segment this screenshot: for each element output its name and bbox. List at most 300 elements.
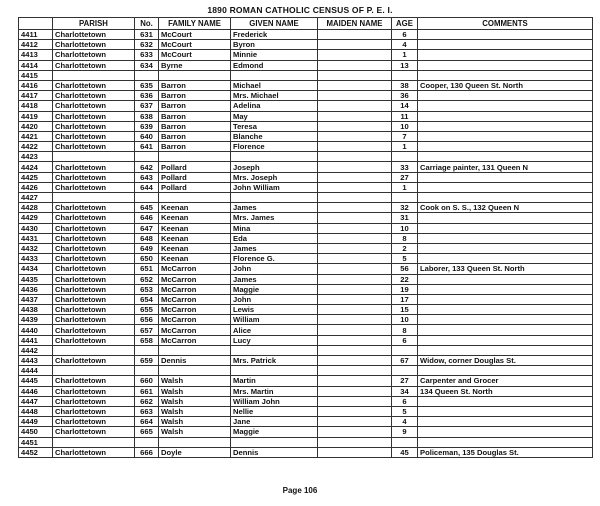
- parish-cell: Charlottetown: [53, 30, 135, 40]
- family-name-cell: McCarron: [159, 274, 231, 284]
- entry-number-cell: 4452: [19, 447, 53, 457]
- age-cell: 33: [392, 162, 418, 172]
- family-name-cell: McCourt: [159, 50, 231, 60]
- table-row: [19, 427, 593, 437]
- entry-number-cell: 4420: [19, 121, 53, 131]
- family-name-cell: Keenan: [159, 223, 231, 233]
- number-cell: 638: [135, 111, 159, 121]
- entry-number-cell: 4437: [19, 294, 53, 304]
- maiden-name-cell: [318, 305, 392, 315]
- family-name-cell: Walsh: [159, 406, 231, 416]
- maiden-name-cell: [318, 213, 392, 223]
- entry-number-cell: 4441: [19, 335, 53, 345]
- age-cell: 22: [392, 274, 418, 284]
- comments-cell: Widow, corner Douglas St.: [418, 356, 593, 366]
- given-name-cell: May: [231, 111, 318, 121]
- family-name-cell: Walsh: [159, 427, 231, 437]
- maiden-name-cell: [318, 447, 392, 457]
- family-name-cell: Keenan: [159, 233, 231, 243]
- table-row: [19, 233, 593, 243]
- entry-number-cell: 4427: [19, 193, 53, 203]
- maiden-name-cell: [318, 233, 392, 243]
- parish-cell: Charlottetown: [53, 142, 135, 152]
- table-row: [19, 80, 593, 90]
- maiden-name-cell: [318, 243, 392, 253]
- parish-cell: Charlottetown: [53, 203, 135, 213]
- comments-cell: [418, 111, 593, 121]
- family-name-cell: Keenan: [159, 203, 231, 213]
- number-cell: [135, 345, 159, 355]
- entry-number-cell: 4432: [19, 243, 53, 253]
- family-name-cell: Pollard: [159, 182, 231, 192]
- table-row: [19, 223, 593, 233]
- age-cell: 1: [392, 182, 418, 192]
- family-name-cell: McCarron: [159, 284, 231, 294]
- given-name-cell: Mrs. James: [231, 213, 318, 223]
- comments-cell: [418, 437, 593, 447]
- table-row: [19, 437, 593, 447]
- entry-number-cell: 4411: [19, 30, 53, 40]
- table-row: [19, 284, 593, 294]
- entry-number-header: [19, 18, 53, 30]
- maiden-name-cell: [318, 417, 392, 427]
- parish-cell: Charlottetown: [53, 294, 135, 304]
- number-cell: [135, 193, 159, 203]
- table-row: [19, 305, 593, 315]
- maiden-name-cell: [318, 40, 392, 50]
- header-row: [19, 18, 593, 30]
- table-row: [19, 254, 593, 264]
- age-cell: 1: [392, 142, 418, 152]
- parish-cell: Charlottetown: [53, 376, 135, 386]
- table-row: [19, 386, 593, 396]
- table-row: [19, 182, 593, 192]
- entry-number-cell: 4445: [19, 376, 53, 386]
- number-cell: [135, 152, 159, 162]
- number-cell: 659: [135, 356, 159, 366]
- entry-number-cell: 4415: [19, 70, 53, 80]
- given-name-cell: Martin: [231, 376, 318, 386]
- table-row: [19, 345, 593, 355]
- parish-cell: Charlottetown: [53, 131, 135, 141]
- age-cell: 6: [392, 396, 418, 406]
- comments-cell: [418, 325, 593, 335]
- maiden-name-cell: [318, 386, 392, 396]
- comments-cell: [418, 223, 593, 233]
- given-name-cell: James: [231, 243, 318, 253]
- age-cell: 19: [392, 284, 418, 294]
- maiden-name-cell: [318, 427, 392, 437]
- table-row: [19, 91, 593, 101]
- comments-cell: [418, 427, 593, 437]
- table-row: [19, 30, 593, 40]
- age-header: AGE: [392, 18, 418, 30]
- entry-number-cell: 4435: [19, 274, 53, 284]
- number-cell: 635: [135, 80, 159, 90]
- maiden-name-cell: [318, 315, 392, 325]
- parish-cell: Charlottetown: [53, 50, 135, 60]
- number-cell: 654: [135, 294, 159, 304]
- maiden-name-cell: [318, 142, 392, 152]
- given-name-cell: James: [231, 274, 318, 284]
- family-name-header: FAMILY NAME: [159, 18, 231, 30]
- family-name-cell: McCourt: [159, 40, 231, 50]
- maiden-name-cell: [318, 30, 392, 40]
- comments-cell: [418, 30, 593, 40]
- given-name-cell: Michael: [231, 80, 318, 90]
- number-cell: [135, 437, 159, 447]
- maiden-name-cell: [318, 325, 392, 335]
- age-cell: 5: [392, 406, 418, 416]
- number-cell: 641: [135, 142, 159, 152]
- family-name-cell: Barron: [159, 121, 231, 131]
- given-name-cell: John William: [231, 182, 318, 192]
- parish-cell: Charlottetown: [53, 447, 135, 457]
- maiden-name-cell: [318, 152, 392, 162]
- entry-number-cell: 4424: [19, 162, 53, 172]
- number-cell: 640: [135, 131, 159, 141]
- given-name-cell: [231, 345, 318, 355]
- table-row: [19, 152, 593, 162]
- age-cell: 8: [392, 233, 418, 243]
- parish-cell: Charlottetown: [53, 356, 135, 366]
- parish-cell: Charlottetown: [53, 40, 135, 50]
- entry-number-cell: 4442: [19, 345, 53, 355]
- given-name-cell: Maggie: [231, 284, 318, 294]
- parish-cell: Charlottetown: [53, 274, 135, 284]
- given-name-header: GIVEN NAME: [231, 18, 318, 30]
- table-row: [19, 335, 593, 345]
- entry-number-cell: 4418: [19, 101, 53, 111]
- number-cell: 645: [135, 203, 159, 213]
- age-cell: 32: [392, 203, 418, 213]
- given-name-cell: Florence G.: [231, 254, 318, 264]
- maiden-name-header: MAIDEN NAME: [318, 18, 392, 30]
- age-cell: 6: [392, 30, 418, 40]
- parish-cell: Charlottetown: [53, 243, 135, 253]
- number-cell: [135, 366, 159, 376]
- maiden-name-cell: [318, 254, 392, 264]
- parish-cell: Charlottetown: [53, 284, 135, 294]
- family-name-cell: Barron: [159, 131, 231, 141]
- family-name-cell: Walsh: [159, 376, 231, 386]
- comments-cell: [418, 131, 593, 141]
- given-name-cell: Mrs. Martin: [231, 386, 318, 396]
- table-row: [19, 213, 593, 223]
- number-cell: 642: [135, 162, 159, 172]
- census-body: [19, 30, 593, 458]
- parish-cell: Charlottetown: [53, 335, 135, 345]
- family-name-cell: Barron: [159, 80, 231, 90]
- comments-cell: [418, 60, 593, 70]
- comments-cell: [418, 152, 593, 162]
- age-cell: 27: [392, 376, 418, 386]
- parish-cell: Charlottetown: [53, 101, 135, 111]
- age-cell: 36: [392, 91, 418, 101]
- age-cell: 2: [392, 243, 418, 253]
- comments-cell: [418, 396, 593, 406]
- family-name-cell: Barron: [159, 101, 231, 111]
- maiden-name-cell: [318, 131, 392, 141]
- age-cell: 7: [392, 131, 418, 141]
- parish-cell: Charlottetown: [53, 325, 135, 335]
- given-name-cell: Lucy: [231, 335, 318, 345]
- maiden-name-cell: [318, 366, 392, 376]
- table-row: [19, 101, 593, 111]
- number-cell: 661: [135, 386, 159, 396]
- comments-header: COMMENTS: [418, 18, 593, 30]
- given-name-cell: Frederick: [231, 30, 318, 40]
- table-row: [19, 142, 593, 152]
- table-row: [19, 294, 593, 304]
- entry-number-cell: 4439: [19, 315, 53, 325]
- parish-cell: Charlottetown: [53, 121, 135, 131]
- comments-cell: [418, 366, 593, 376]
- age-cell: 9: [392, 427, 418, 437]
- age-cell: 4: [392, 417, 418, 427]
- maiden-name-cell: [318, 284, 392, 294]
- given-name-cell: Florence: [231, 142, 318, 152]
- comments-cell: Carriage painter, 131 Queen N: [418, 162, 593, 172]
- family-name-cell: Barron: [159, 142, 231, 152]
- table-row: [19, 111, 593, 121]
- age-cell: 4: [392, 40, 418, 50]
- parish-cell: Charlottetown: [53, 396, 135, 406]
- entry-number-cell: 4448: [19, 406, 53, 416]
- given-name-cell: Dennis: [231, 447, 318, 457]
- given-name-cell: Joseph: [231, 162, 318, 172]
- number-cell: 665: [135, 427, 159, 437]
- entry-number-cell: 4421: [19, 131, 53, 141]
- given-name-cell: [231, 70, 318, 80]
- page-number: Page 106: [282, 486, 318, 495]
- comments-cell: [418, 101, 593, 111]
- maiden-name-cell: [318, 193, 392, 203]
- entry-number-cell: 4416: [19, 80, 53, 90]
- family-name-cell: Keenan: [159, 254, 231, 264]
- number-cell: 631: [135, 30, 159, 40]
- family-name-cell: Pollard: [159, 162, 231, 172]
- parish-cell: Charlottetown: [53, 315, 135, 325]
- parish-cell: Charlottetown: [53, 60, 135, 70]
- age-cell: [392, 437, 418, 447]
- given-name-cell: [231, 193, 318, 203]
- comments-cell: Cooper, 130 Queen St. North: [418, 80, 593, 90]
- table-row: [19, 172, 593, 182]
- given-name-cell: Nellie: [231, 406, 318, 416]
- number-cell: 651: [135, 264, 159, 274]
- table-row: [19, 417, 593, 427]
- comments-cell: [418, 274, 593, 284]
- table-row: [19, 203, 593, 213]
- family-name-cell: McCarron: [159, 264, 231, 274]
- entry-number-cell: 4419: [19, 111, 53, 121]
- table-row: [19, 50, 593, 60]
- table-row: [19, 264, 593, 274]
- comments-cell: [418, 345, 593, 355]
- comments-cell: [418, 50, 593, 60]
- table-row: [19, 40, 593, 50]
- family-name-cell: Walsh: [159, 417, 231, 427]
- maiden-name-cell: [318, 406, 392, 416]
- age-cell: 56: [392, 264, 418, 274]
- maiden-name-cell: [318, 396, 392, 406]
- maiden-name-cell: [318, 172, 392, 182]
- age-cell: 15: [392, 305, 418, 315]
- comments-cell: [418, 142, 593, 152]
- parish-cell: [53, 193, 135, 203]
- number-cell: [135, 70, 159, 80]
- table-row: [19, 162, 593, 172]
- entry-number-cell: 4422: [19, 142, 53, 152]
- family-name-cell: Keenan: [159, 213, 231, 223]
- family-name-cell: Walsh: [159, 396, 231, 406]
- age-cell: 27: [392, 172, 418, 182]
- maiden-name-cell: [318, 356, 392, 366]
- age-cell: 14: [392, 101, 418, 111]
- family-name-cell: McCourt: [159, 30, 231, 40]
- family-name-cell: [159, 193, 231, 203]
- age-cell: [392, 366, 418, 376]
- family-name-cell: Doyle: [159, 447, 231, 457]
- parish-cell: Charlottetown: [53, 254, 135, 264]
- comments-cell: [418, 315, 593, 325]
- entry-number-cell: 4433: [19, 254, 53, 264]
- maiden-name-cell: [318, 91, 392, 101]
- maiden-name-cell: [318, 101, 392, 111]
- entry-number-cell: 4443: [19, 356, 53, 366]
- comments-cell: [418, 254, 593, 264]
- number-cell: 658: [135, 335, 159, 345]
- parish-cell: Charlottetown: [53, 182, 135, 192]
- entry-number-cell: 4413: [19, 50, 53, 60]
- comments-cell: [418, 40, 593, 50]
- comments-cell: [418, 91, 593, 101]
- number-cell: 657: [135, 325, 159, 335]
- given-name-cell: Adelina: [231, 101, 318, 111]
- age-cell: 10: [392, 121, 418, 131]
- number-cell: 633: [135, 50, 159, 60]
- age-cell: [392, 152, 418, 162]
- number-cell: 644: [135, 182, 159, 192]
- number-cell: 663: [135, 406, 159, 416]
- age-cell: 8: [392, 325, 418, 335]
- maiden-name-cell: [318, 294, 392, 304]
- family-name-cell: McCarron: [159, 294, 231, 304]
- given-name-cell: Maggie: [231, 427, 318, 437]
- maiden-name-cell: [318, 203, 392, 213]
- number-cell: 634: [135, 60, 159, 70]
- table-row: [19, 193, 593, 203]
- given-name-cell: Jane: [231, 417, 318, 427]
- comments-cell: [418, 406, 593, 416]
- age-cell: 31: [392, 213, 418, 223]
- family-name-cell: [159, 70, 231, 80]
- maiden-name-cell: [318, 223, 392, 233]
- given-name-cell: [231, 366, 318, 376]
- number-cell: 666: [135, 447, 159, 457]
- parish-cell: Charlottetown: [53, 264, 135, 274]
- family-name-cell: McCarron: [159, 325, 231, 335]
- age-cell: 45: [392, 447, 418, 457]
- page-title: 1890 ROMAN CATHOLIC CENSUS OF P. E. I.: [207, 5, 393, 15]
- given-name-cell: Mrs. Michael: [231, 91, 318, 101]
- comments-cell: Carpenter and Grocer: [418, 376, 593, 386]
- age-cell: 10: [392, 315, 418, 325]
- number-cell: 655: [135, 305, 159, 315]
- given-name-cell: William: [231, 315, 318, 325]
- given-name-cell: [231, 437, 318, 447]
- table-row: [19, 70, 593, 80]
- comments-cell: [418, 213, 593, 223]
- entry-number-cell: 4450: [19, 427, 53, 437]
- given-name-cell: Edmond: [231, 60, 318, 70]
- family-name-cell: Barron: [159, 91, 231, 101]
- maiden-name-cell: [318, 437, 392, 447]
- comments-cell: [418, 193, 593, 203]
- entry-number-cell: 4447: [19, 396, 53, 406]
- comments-cell: [418, 121, 593, 131]
- number-cell: 637: [135, 101, 159, 111]
- given-name-cell: Mrs. Joseph: [231, 172, 318, 182]
- maiden-name-cell: [318, 162, 392, 172]
- parish-cell: Charlottetown: [53, 417, 135, 427]
- parish-cell: Charlottetown: [53, 233, 135, 243]
- parish-cell: [53, 70, 135, 80]
- parish-cell: Charlottetown: [53, 427, 135, 437]
- family-name-cell: [159, 437, 231, 447]
- comments-cell: [418, 172, 593, 182]
- comments-cell: [418, 70, 593, 80]
- entry-number-cell: 4414: [19, 60, 53, 70]
- number-cell: 639: [135, 121, 159, 131]
- entry-number-cell: 4430: [19, 223, 53, 233]
- given-name-cell: William John: [231, 396, 318, 406]
- parish-cell: Charlottetown: [53, 172, 135, 182]
- given-name-cell: Mrs. Patrick: [231, 356, 318, 366]
- age-cell: [392, 193, 418, 203]
- maiden-name-cell: [318, 80, 392, 90]
- parish-cell: Charlottetown: [53, 305, 135, 315]
- age-cell: 13: [392, 60, 418, 70]
- table-row: [19, 325, 593, 335]
- comments-cell: Policeman, 135 Douglas St.: [418, 447, 593, 457]
- number-cell: 646: [135, 213, 159, 223]
- parish-cell: Charlottetown: [53, 386, 135, 396]
- number-cell: 632: [135, 40, 159, 50]
- family-name-cell: McCarron: [159, 305, 231, 315]
- given-name-cell: John: [231, 294, 318, 304]
- census-table: [18, 17, 593, 458]
- given-name-cell: Minnie: [231, 50, 318, 60]
- parish-cell: Charlottetown: [53, 406, 135, 416]
- entry-number-cell: 4436: [19, 284, 53, 294]
- maiden-name-cell: [318, 70, 392, 80]
- entry-number-cell: 4431: [19, 233, 53, 243]
- family-name-cell: Byrne: [159, 60, 231, 70]
- given-name-cell: Mina: [231, 223, 318, 233]
- comments-cell: [418, 284, 593, 294]
- entry-number-cell: 4451: [19, 437, 53, 447]
- entry-number-cell: 4440: [19, 325, 53, 335]
- entry-number-cell: 4426: [19, 182, 53, 192]
- age-cell: 6: [392, 335, 418, 345]
- table-row: [19, 243, 593, 253]
- parish-cell: Charlottetown: [53, 223, 135, 233]
- parish-cell: Charlottetown: [53, 111, 135, 121]
- entry-number-cell: 4449: [19, 417, 53, 427]
- maiden-name-cell: [318, 264, 392, 274]
